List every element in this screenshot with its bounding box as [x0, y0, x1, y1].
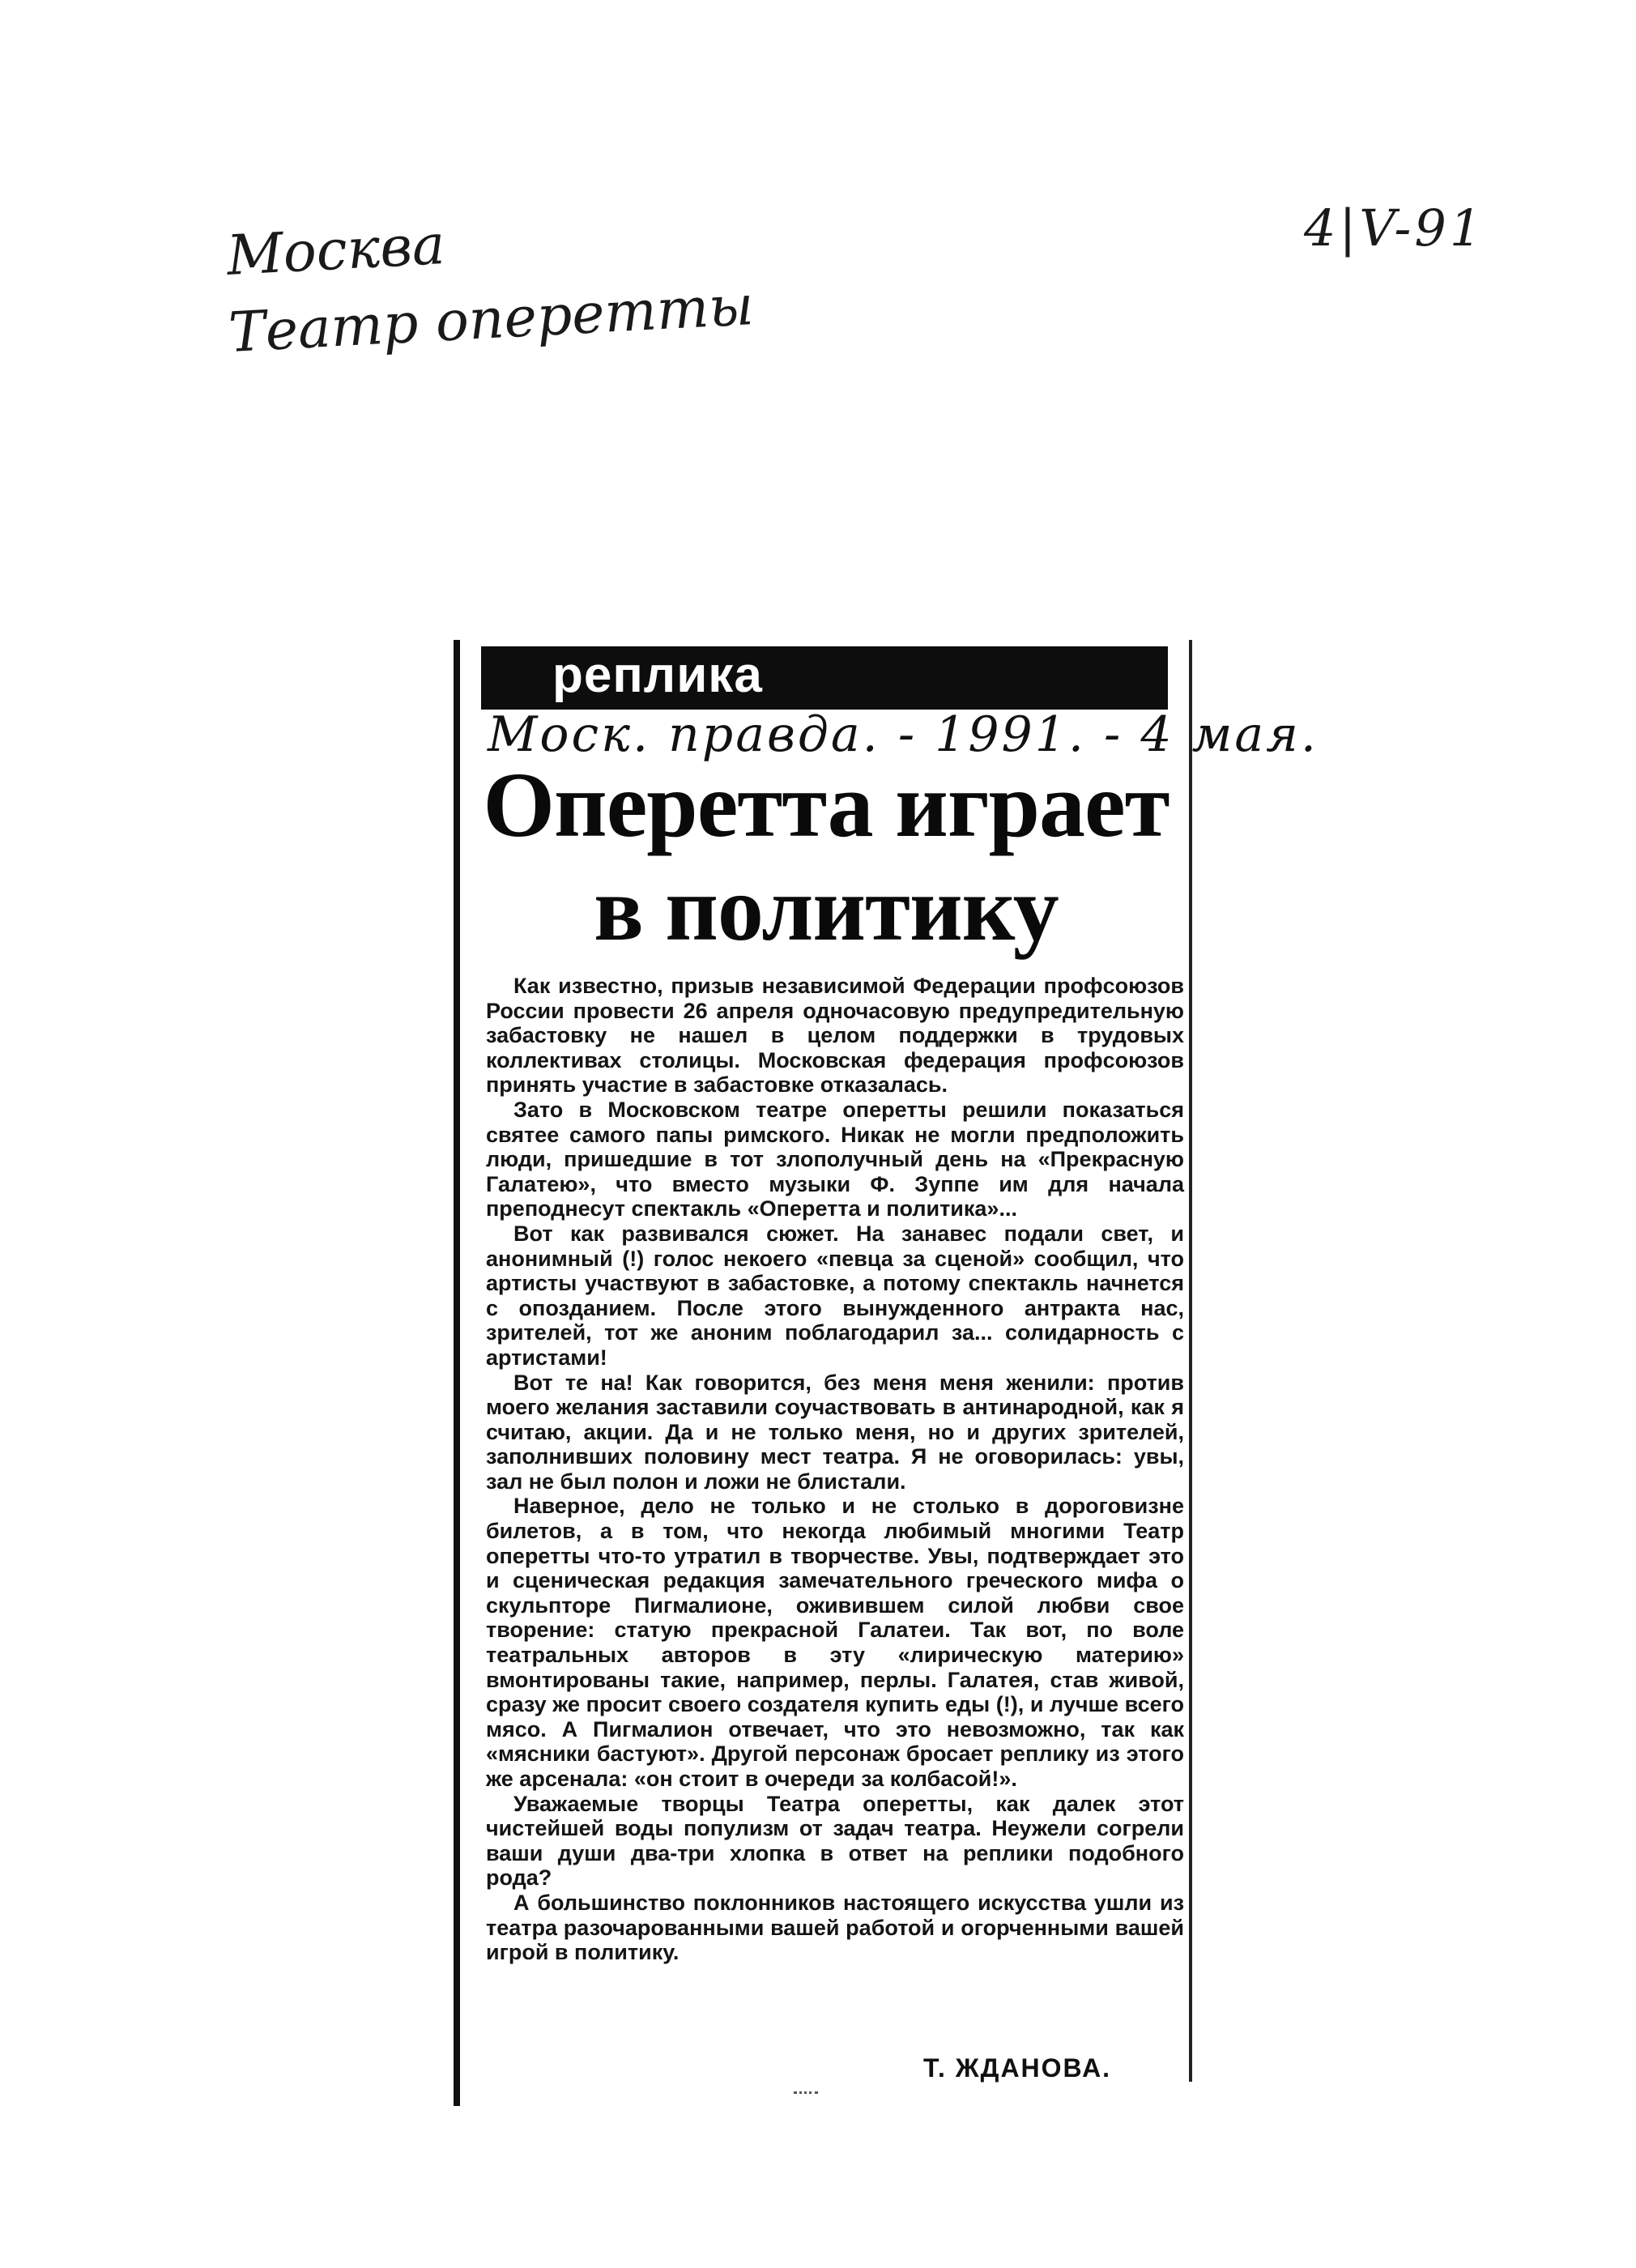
handwritten-date-note: 4|V-91	[1304, 198, 1485, 258]
rubric-label: реплика	[552, 647, 763, 703]
article-paragraph: Зато в Московском театре оперетты решили показаться святее самого папы римского. Никак не могли предположить люди, пришедшие в тот злополучный день на «Прекрасную Галатею», что вместо музыки Ф. Зуппе им для начала преподнесут спектакль «Оперетта и политика»...	[486, 1097, 1184, 1221]
handwritten-city-note: Москва	[225, 213, 447, 288]
article-body	[486, 974, 1184, 1965]
handwritten-theatre-note: Театр оперетты	[227, 274, 756, 365]
article-paragraph: Как известно, призыв независимой Федерации профсоюзов России провести 26 апреля одночасовую предупредительную забастовку не нашел в целом поддержки в трудовых коллективах столицы. Московская федерация профсоюзов принять участие в забастовке отказалась.	[486, 974, 1184, 1098]
headline-line-1: Оперетта играет	[483, 753, 1169, 856]
article-paragraph: Вот те на! Как говорится, без меня меня женили: против моего желания заставили соучаствовать в антинародной, как я считаю, акции. Да и не только меня, но и других зрителей, заполнивших половину мест театра. Я не оговорилась: увы, зал не был полон и ложи не блистали.	[486, 1370, 1184, 1494]
article-paragraph: А большинство поклонников настоящего искусства ушли из театра разочарованными вашей работой и огорченными вашей игрой в политику.	[486, 1890, 1184, 1965]
newspaper-clipping	[454, 640, 1319, 2106]
handwritten-source-note: Моск. правда. - 1991. - 4 мая.	[488, 706, 1319, 763]
headline-line-2: в политику	[594, 857, 1059, 960]
article-paragraph: Вот как развивался сюжет. На занавес подали свет, и анонимный (!) голос некоего «певца за сценой» сообщил, что артисты участвуют в забастовке, а потому спектакль начнется с опозданием. После этого вынужденного антракта нас, зрителей, тот же аноним поблагодарил за... солидарность с артистами!	[486, 1221, 1184, 1370]
clipping-left-rule	[454, 640, 460, 2106]
scan-mark	[794, 2091, 818, 2108]
article-headline	[470, 753, 1182, 961]
article-paragraph: Наверное, дело не только и не столько в дороговизне билетов, а в том, что некогда любимый многими Театр оперетты что-то утратил в творчестве. Увы, подтверждает это и сценическая редакция замечательного греческого мифа о скульпторе Пигмалионе, оживившем силой любви свое творение: статую прекрасной Галатеи. Так вот, по воле театральных авторов в эту «лирическую материю» вмонтированы такие, например, перлы. Галатея, став живой, сразу же просит своего создателя купить еды (!), и лучше всего мясо. А Пигмалион отвечает, что это невозможно, так как «мясники бастуют». Другой персонаж бросает реплику из этого же арсенала: «он стоит в очереди за колбасой!».	[486, 1494, 1184, 1791]
article-paragraph: Уважаемые творцы Театра оперетты, как далек этот чистейшей воды популизм от задач театра. Неужели согрели ваши души два-три хлопка в ответ на реплики подобного рода?	[486, 1791, 1184, 1891]
clipping-right-rule	[1189, 640, 1192, 2082]
rubric-banner	[481, 646, 1168, 710]
author-signature: Т. ЖДАНОВА.	[923, 2053, 1112, 2083]
